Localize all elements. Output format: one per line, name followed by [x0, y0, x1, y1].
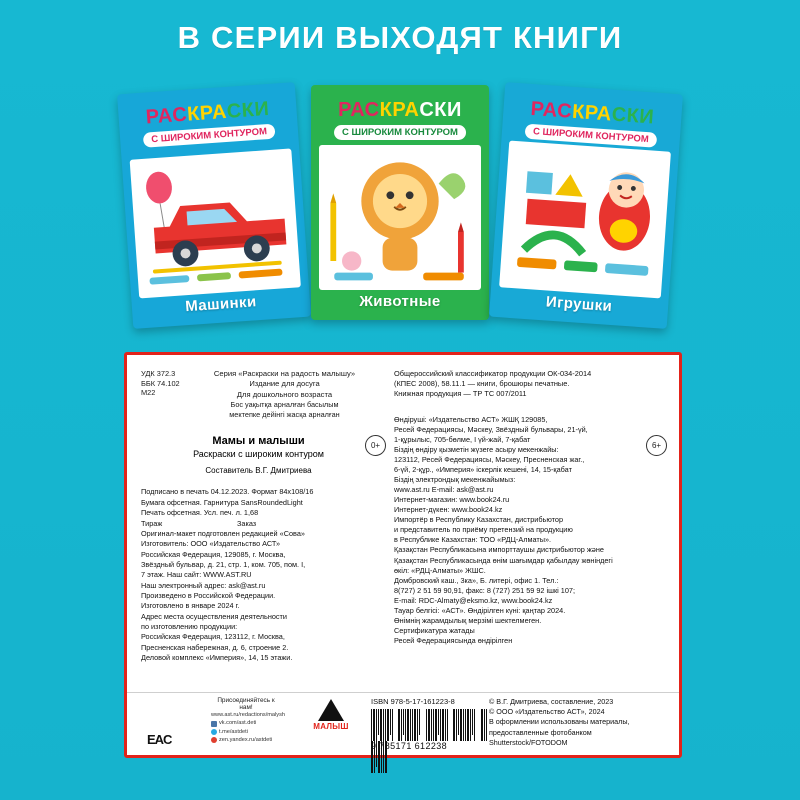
site-url[interactable]: www.ast.ru/redactions/malysh — [211, 712, 285, 718]
vk-icon — [211, 721, 217, 727]
eac-mark: EAC — [147, 732, 172, 747]
kazakhstan-imprint: Өндіруші: «Издательство АСТ» ЖШҚ 129085, Ресей Федерациясы, Мәскеу, Звёздный бульвары, 21-үй, 1-құрылыс, 705-бөлме, I үй-жай, 7-қабат Біздің өндіру қызметін жүзеге асыру мекенжайы: 123112, Ресей Федерациясы, Мәскеу, Пресненская жаг., 6-үй, 2-құр., «Империя» іскерлік кешені, 14, 15-қабат Біздің электрондық мекенжайымыз: www.ast.ru E-mail: ask@ast.ru Интернет-магазин: www.book24.ru Интернет-дүкен: www.book24.kz Импортёр в Республику Казахстан, дистрибьютор и представитель по приёму претензий на продукцию в Республике Казахстан: ТОО «РДЦ-Алматы». Қазақстан Республикасына импорттаушы дистрибьютор және Қазақстан Республикасында өнім шағымдар қабылдау жөніндегі өкіл: «РДЦ-Алматы» ЖШС. Домбровский каш., 3ка», Б. литері, офис 1. Тел.: 8(727) 2 51 59 90,91, факс: 8 (727) 251 59 92 ішкі 107; E-mail: RDC-Almaty@eksmo.kz, www.book24.kz Тауар белгісі: «АСТ». Өндірілген күні: қаңтар 2024. Өнімнің жарамдылық мерзімі шектелмеген. Сертификатура жатады Ресей Федерациясында өндірілген — [394, 414, 613, 646]
social-link-telegram[interactable]: t.me/astdeti — [211, 728, 285, 736]
zen-icon — [211, 737, 217, 743]
telegram-icon — [211, 729, 217, 735]
copyright-block: © В.Г. Дмитриева, составление, 2023 © ООО «Издательство АСТ», 2024 В оформлении использованы материалы, предоставленные фотобанком Shutterstock/FOTODOM — [489, 697, 630, 747]
cover-subtitle-2: С ШИРОКИМ КОНТУРОМ — [334, 125, 466, 140]
tirazh-label: Тираж — [141, 518, 163, 528]
cover-art-car — [130, 148, 301, 298]
join-us-label: Присоединяйтесь к нам! — [217, 697, 275, 711]
product-classifier: Общероссийский классификатор продукции ОК-034-2014 (КПЕС 2008), 58.11.1 — книги, брошюры печатные. Книжная продукция — ТР ТС 007/2011 — [394, 369, 592, 399]
book-title: Мамы и малыши — [212, 435, 305, 448]
cover-title-3: РАСКРАСКИ — [529, 97, 655, 129]
barcode — [371, 709, 489, 741]
imprint-panel — [124, 352, 682, 758]
cover-art-lion — [319, 145, 481, 290]
cover-title-1: РАСКРАСКИ — [145, 97, 271, 129]
series-covers-row — [0, 80, 800, 330]
imprint-bottom-bar — [127, 692, 679, 755]
social-link-zen[interactable]: zen.yandex.ru/astdeti — [211, 736, 285, 744]
cover-title-2: РАСКРАСКИ — [338, 99, 462, 121]
triangle-icon — [318, 699, 344, 721]
isbn-label: ISBN 978-5-17-161223-8 — [371, 697, 455, 706]
series-info: Серия «Раскраски на радость малышу» Издание для досуга Для дошкольного возраста Бос уақытқа арналған басылым мектепке дейінгі жасқа арналған — [213, 369, 356, 419]
book-cover-igrushki[interactable] — [489, 82, 683, 329]
cover-label-3: Игрушки — [545, 293, 613, 316]
cover-label-1: Машинки — [184, 293, 258, 316]
book-subtitle: Раскраски с широким контуром — [193, 449, 324, 460]
tirazh-value: Заказ — [237, 518, 257, 528]
book-compiler: Составитель В.Г. Дмитриева — [205, 466, 312, 476]
publisher-logo: МАЛЫШ — [303, 699, 359, 731]
isbn-number: 9 785171 612238 — [371, 741, 448, 751]
book-cover-mashinki[interactable] — [117, 82, 311, 329]
cover-subtitle-3: С ШИРОКИМ КОНТУРОМ — [525, 124, 658, 148]
cover-art-toys — [499, 140, 671, 298]
age-rating-badge-right: 6+ — [646, 435, 667, 456]
cover-label-2: Животные — [359, 293, 441, 310]
book-title-block — [141, 435, 376, 475]
social-link-vk[interactable]: vk.com/ast.deti — [211, 719, 285, 727]
udk-codes: УДК 372.3 ББК 74.102 М22 — [141, 369, 180, 398]
print-details: Подписано в печать 04.12.2023. Формат 84х108/16 Бумага офсетная. Гарнитура SansRoundedLight Печать офсетная. Усл. печ. л. 1,68 Тираж Заказ Оригинал-макет подготовлен редакцией «Сова» Изготовитель: ООО «Издательство АСТ» Российская Федерация, 129085, г. Москва, Звёздный бульвар, д. 21, стр. 1, ком. 705, пом. I, 7 этаж. Наш сайт: WWW.AST.RU Наш электронный адрес: ask@ast.ru Произведено в Российской Федерации. Изготовлено в январе 2024 г. Адрес места осуществления деятельности по изготовлению продукции: Российская Федерация, 123112, г. Москва, Пресненская набережная, д. 6, строение 2. Деловой комплекс «Империя», 14, 15 этажи. — [141, 487, 314, 663]
age-rating-badge-left: 0+ — [365, 435, 386, 456]
cover-subtitle-1: С ШИРОКИМ КОНТУРОМ — [143, 124, 276, 148]
page-title: В СЕРИИ ВЫХОДЯТ КНИГИ — [177, 20, 623, 55]
book-cover-zhivotnye[interactable] — [311, 85, 489, 320]
social-links — [211, 711, 285, 745]
